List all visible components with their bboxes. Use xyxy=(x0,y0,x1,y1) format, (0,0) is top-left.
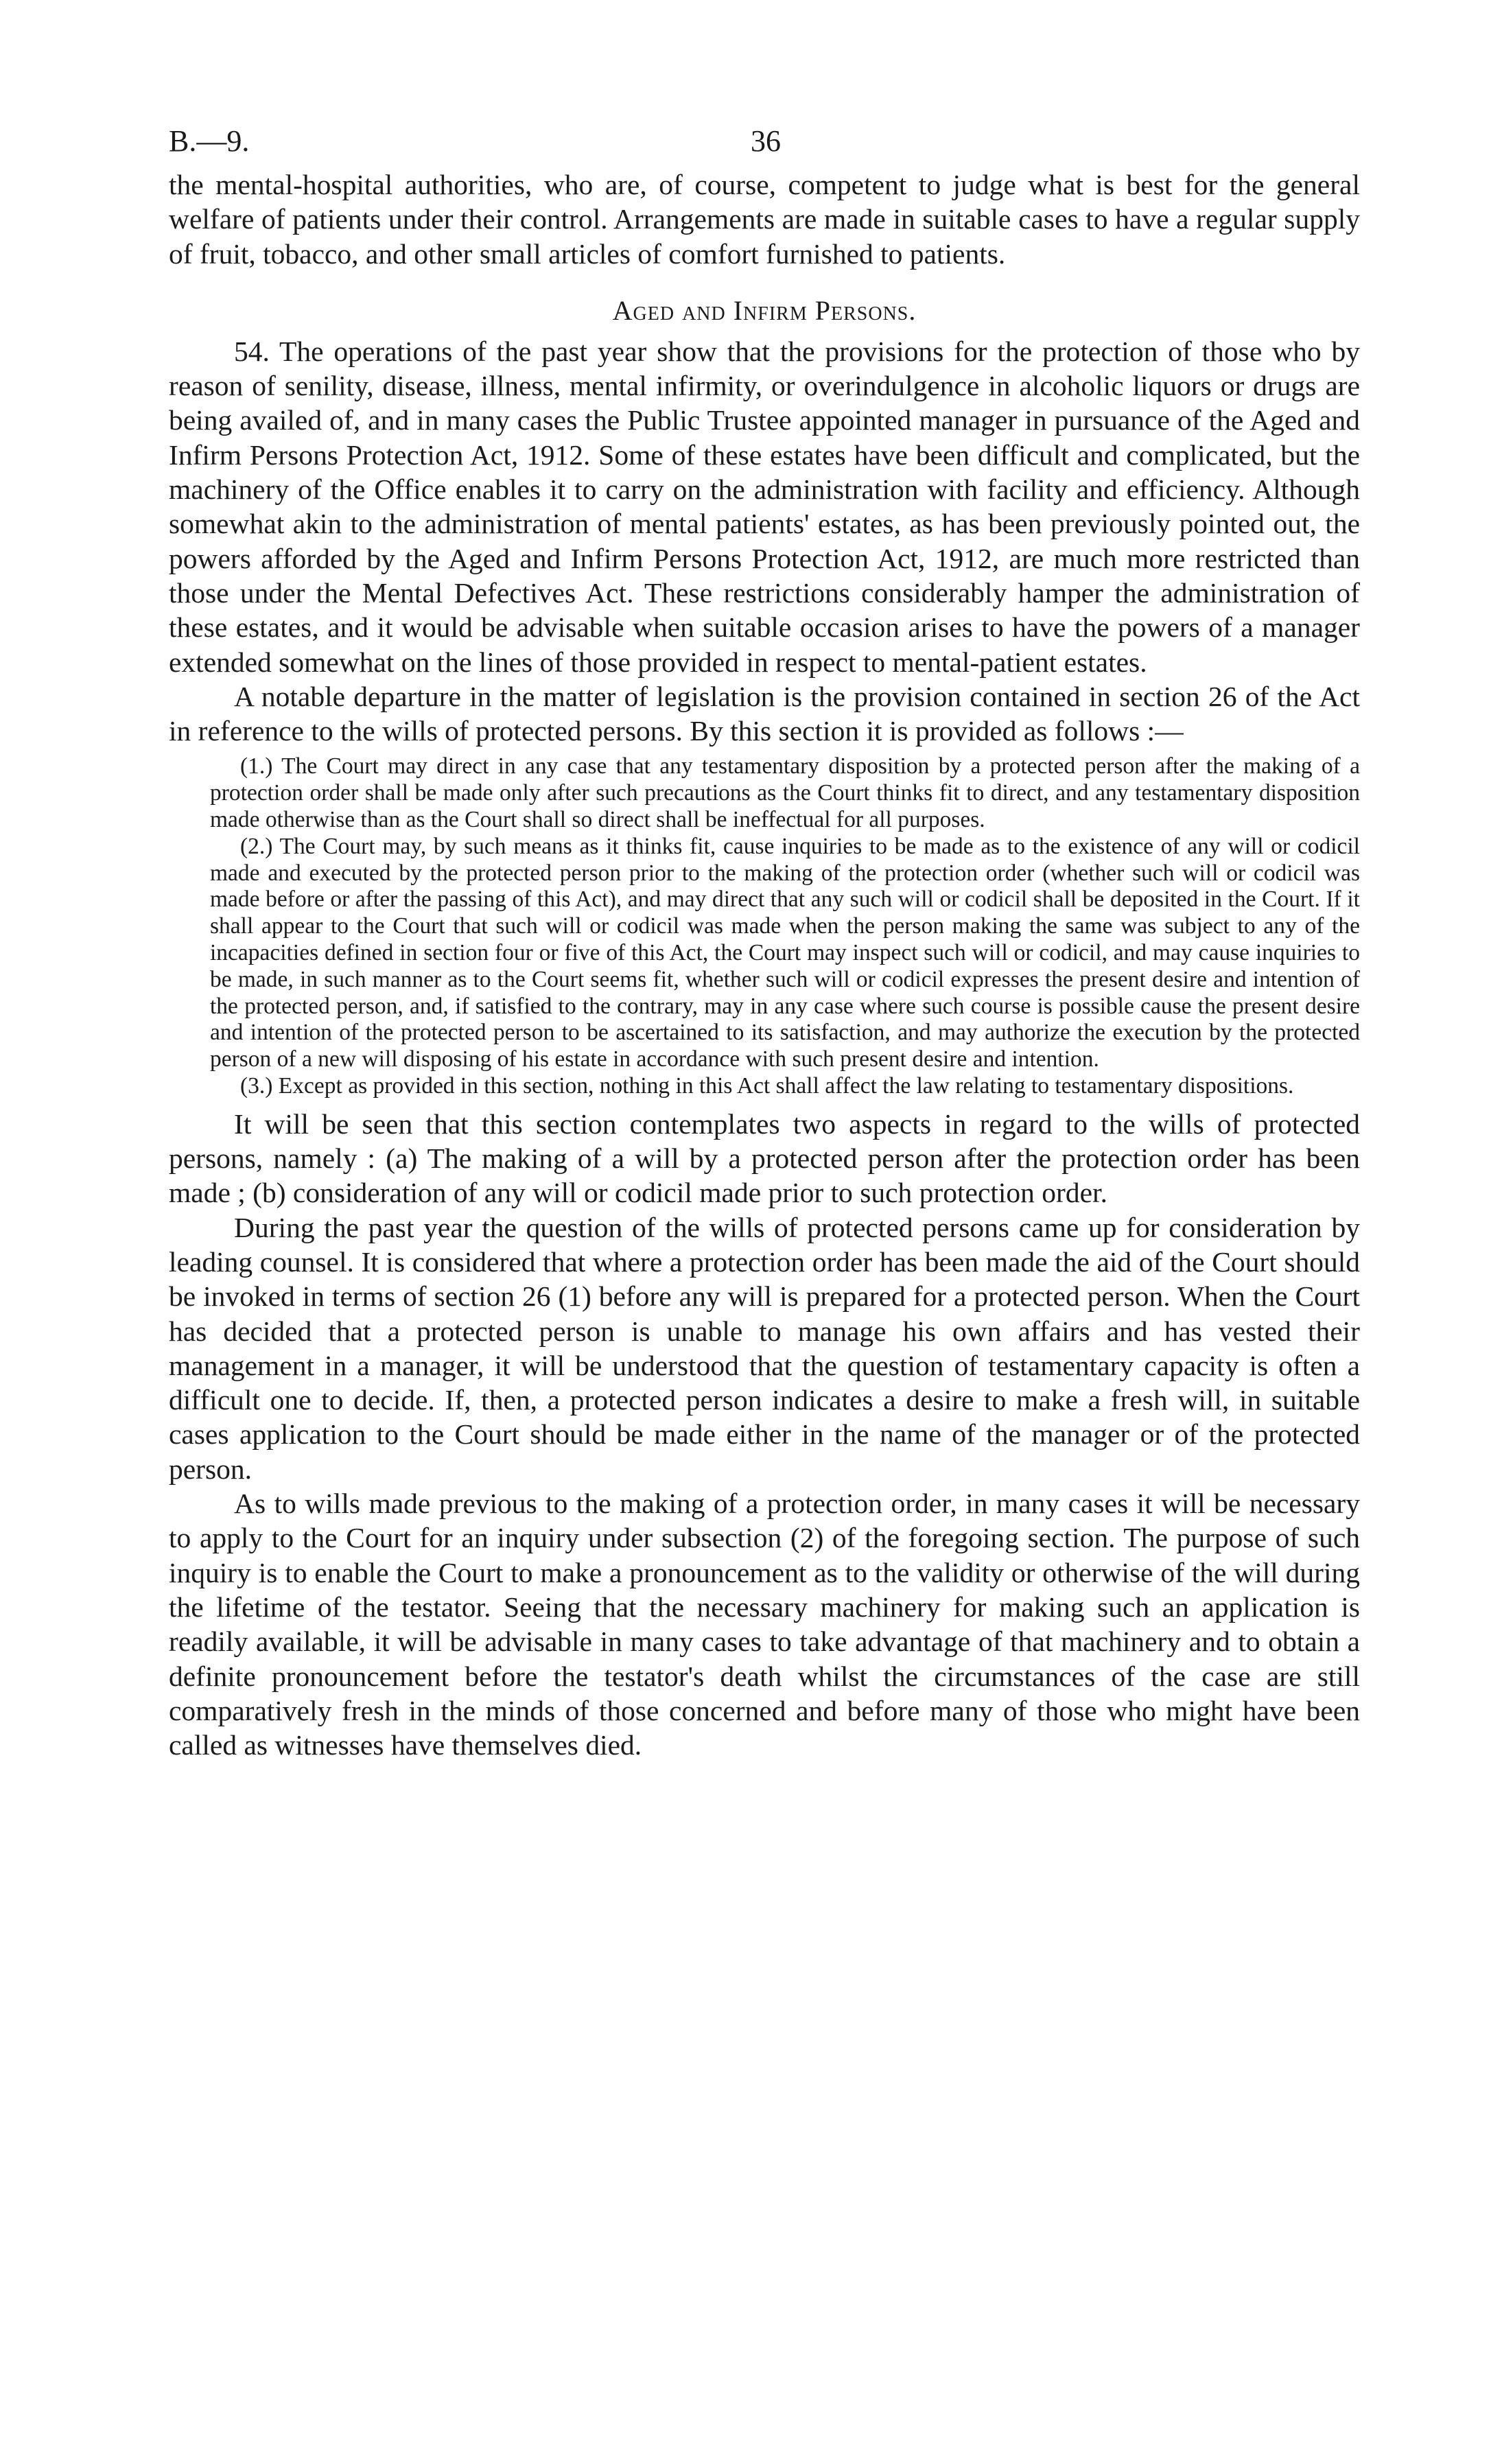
page-number: 36 xyxy=(751,124,781,158)
paragraph-two-aspects: It will be seen that this section contemplates two aspects in regard to the wills of protected persons, namely : (a) The making of a will by a protected person after the protection order has been made ; (b) consideration of any will or codicil made prior to such protection order. xyxy=(169,1107,1360,1209)
opening-paragraph: the mental-hospital authorities, who are, of course, competent to judge what is best for the general welfare of patients under their control. Arrangements are made in suitable cases to have a regular supply of fruit, tobacco, and other small articles of comfort furnished to patients. xyxy=(169,169,1360,270)
quoted-subsection-2: (2.) The Court may, by such means as it thinks fit, cause inquiries to be made as to the existence of any will or codicil made and executed by the protected person prior to the making of the protection order (whether such will or codicil was made before or after the passing of this Act), and may direct that any such will or codicil shall be deposited in the Court. If it shall appear to the Court that such will or codicil was made when the person making the same was subject to any of the incapacities defined in section four or five of this Act, the Court may inspect such will or codicil, and may cause inquiries to be made, in such manner as to the Court seems fit, whether such will or codicil expresses the present desire and intention of the protected person, and, if satisfied to the contrary, may in any case where such course is possible cause the present desire and intention of the protected person to be ascertained to its satisfaction, and may authorize the execution by the protected person of a new will disposing of his estate in accordance with such present desire and intention. xyxy=(210,833,1360,1072)
quoted-section-26 xyxy=(169,753,1360,1099)
quoted-subsection-3: (3.) Except as provided in this section, nothing in this Act shall affect the law relating to testamentary dispositions. xyxy=(240,1073,1294,1099)
document-reference: B.—9. xyxy=(169,124,250,158)
paragraph-legislation: A notable departure in the matter of legislation is the provision contained in section 26 of the Act in reference to the wills of protected persons. By this section it is provided as follows :— xyxy=(169,680,1360,747)
paragraph-previous-wills: As to wills made previous to the making of a protection order, in many cases it will be necessary to apply to the Court for an inquiry under subsection (2) of the foregoing section. The purpose of such inquiry is to enable the Court to make a pronouncement as to the validity or otherwise of the will during the lifetime of the testator. Seeing that the necessary machinery for making such an application is readily available, it will be advisable in many cases to take advantage of that machinery and to obtain a definite pronouncement before the testator's death whilst the circumstances of the case are still comparatively fresh in the minds of those concerned and before many of those who might have been called as witnesses have themselves died. xyxy=(169,1488,1360,1761)
quoted-subsection-1: (1.) The Court may direct in any case that any testamentary disposition by a protected person after the making of a protection order shall be made only after such precautions as the Court thinks fit to direct, and any testamentary disposition made otherwise than as the Court shall so direct shall be ineffectual for all purposes. xyxy=(210,753,1360,833)
paragraph-past-year: During the past year the question of the wills of protected persons came up for consideration by leading counsel. It is considered that where a protection order has been made the aid of the Court should be invoked in terms of section 26 (1) before any will is prepared for a protected person. When the Court has decided that a protected person is unable to manage his own affairs and has vested their management in a manager, it will be understood that the question of testamentary capacity is often a difficult one to decide. If, then, a protected person indicates a desire to make a fresh will, in suitable cases application to the Court should be made either in the name of the manager or of the protected person. xyxy=(169,1211,1360,1485)
section-heading: Aged and Infirm Persons. xyxy=(612,294,917,326)
page-header xyxy=(169,124,1360,167)
document-page xyxy=(169,124,1360,1762)
paragraph-54: 54. The operations of the past year show that the provisions for the protection of those who by reason of senility, disease, illness, mental infirmity, or overindulgence in alcoholic liquors or drugs are being availed of, and in many cases the Public Trustee appointed manager in pursuance of the Aged and Infirm Persons Protection Act, 1912. Some of these estates have been difficult and complicated, but the machinery of the Office enables it to carry on the administration with facility and efficiency. Although somewhat akin to the administration of mental patients' estates, as has been previously pointed out, the powers afforded by the Aged and Infirm Persons Protection Act, 1912, are much more restricted than those under the Mental Defectives Act. These restrictions considerably hamper the administration of these estates, and it would be advisable when suitable occasion arises to have the powers of a manager extended somewhat on the lines of those provided in respect to mental-patient estates. xyxy=(169,335,1360,678)
